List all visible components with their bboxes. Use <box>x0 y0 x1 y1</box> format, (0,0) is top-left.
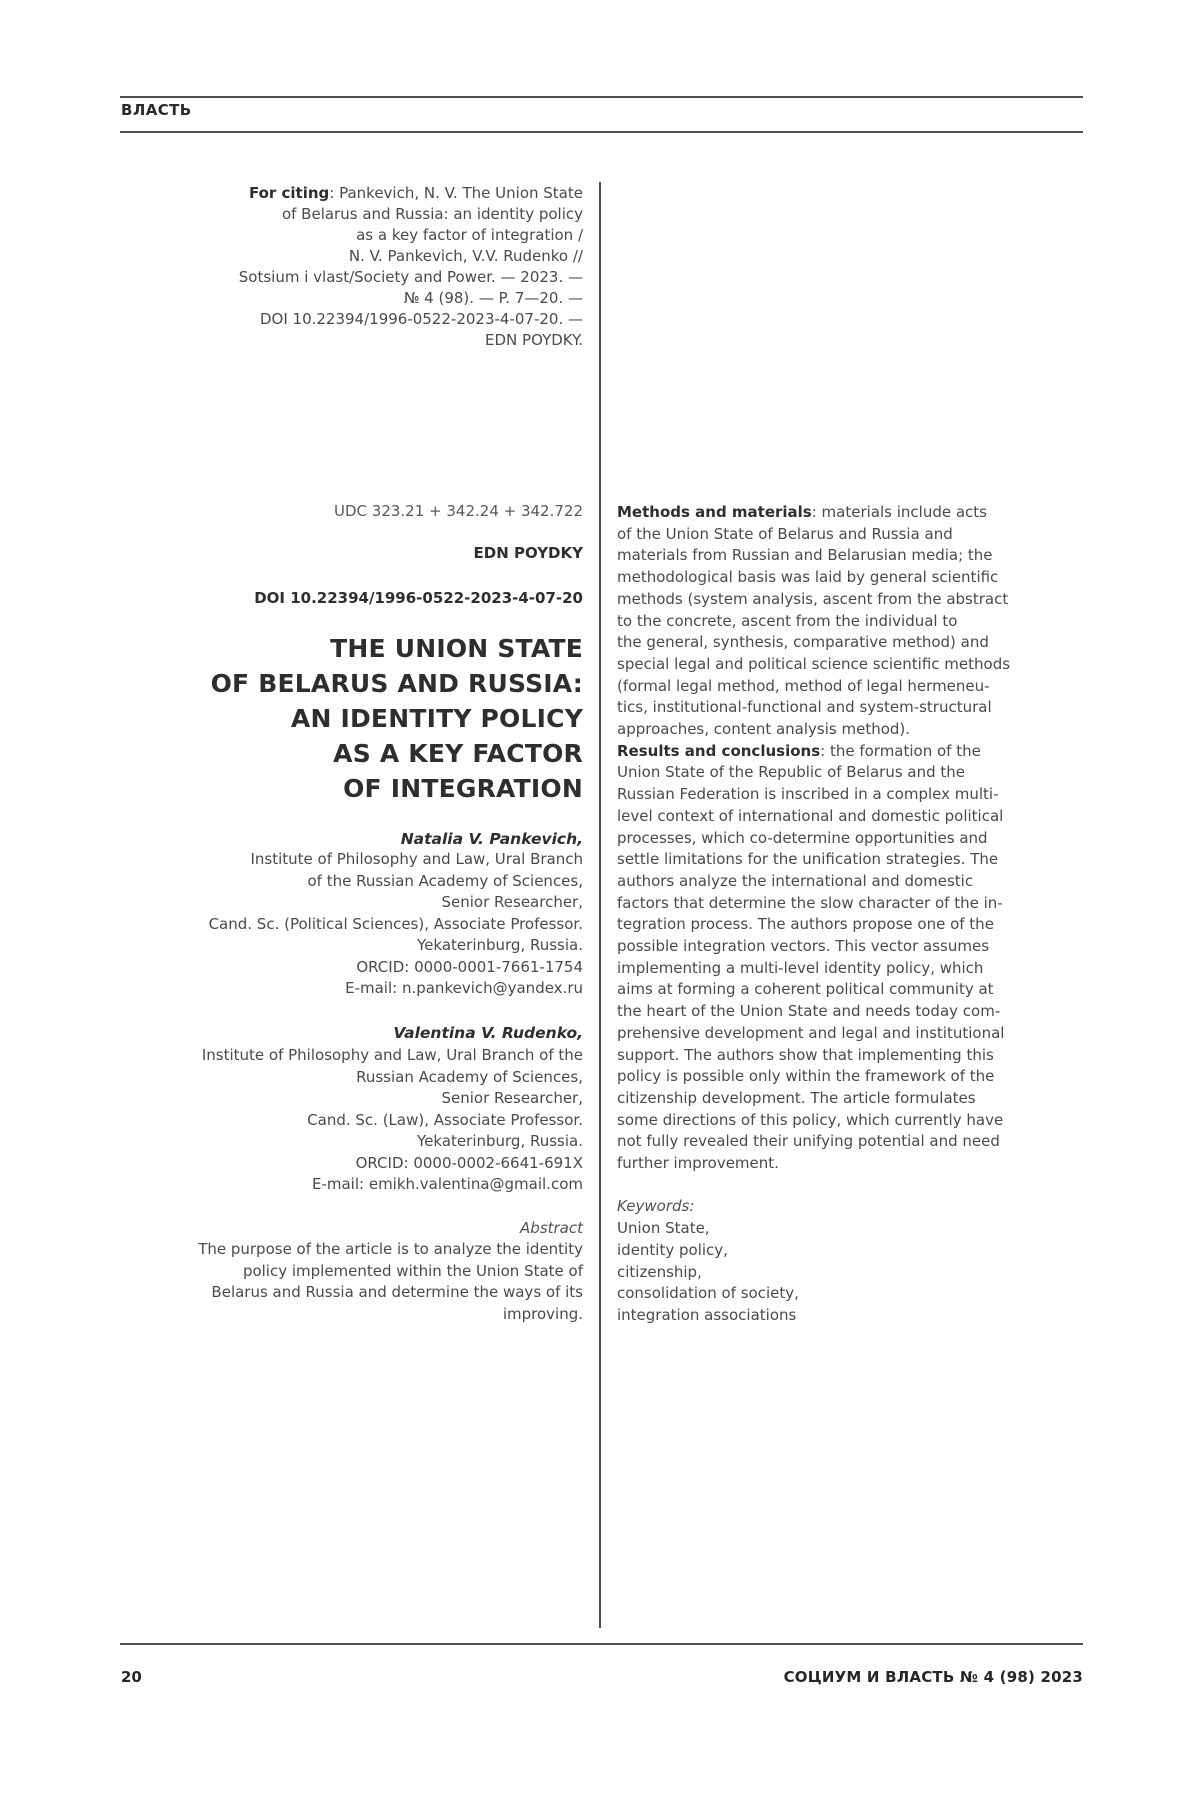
results-label: Results and conclusions <box>617 741 821 760</box>
abstract-text: The purpose of the article is to analyze the identity policy implemented within the Union State of Belarus and Russia and determine the ways of its improving. <box>198 1240 583 1323</box>
header-bottom-rule <box>120 131 1083 133</box>
article-title: THE UNION STATE OF BELARUS AND RUSSIA: AN IDENTITY POLICY AS A KEY FACTOR OF INTEGRATION <box>210 634 583 803</box>
doi-line: DOI 10.22394/1996-0522-2023-4-07-20 <box>254 589 583 607</box>
methods-text: : materials include acts of the Union State of Belarus and Russia and materials from Russian and Belarusian media; the methodological basis was laid by general scientific methods (system analysis, ascent from the abstract to the concrete, ascent from the individual to the general, synthesis, comparative method) and special legal and political science scientific methods (formal legal method, method of legal hermeneu- tics, institutional-functional and system-structural approaches, content analysis method). <box>617 503 1011 739</box>
section-header: ВЛАСТЬ <box>121 101 192 119</box>
keywords-label: Keywords: <box>617 1197 695 1216</box>
annotation-column <box>617 502 1075 1327</box>
methods-paragraph <box>617 502 1075 741</box>
abstract-label: Abstract <box>520 1219 583 1237</box>
methods-label: Methods and materials <box>617 503 812 521</box>
citation-block <box>120 183 583 351</box>
edn-line: EDN POYDKY <box>473 544 583 562</box>
author-1-affiliation: Institute of Philosophy and Law, Ural Branch of the Russian Academy of Sciences, Senior Researcher, Cand. Sc. (Political Sciences), Associate Professor. Yekaterinburg, Russia. ORCID: 0000-0001-7661-1754 E-mail: n.pankevich@yandex.ru <box>208 850 583 997</box>
footer-rule <box>120 1643 1083 1645</box>
udc-line: UDC 323.21 + 342.24 + 342.722 <box>334 502 583 520</box>
results-text: : the formation of the Union State of the Republic of Belarus and the Russian Federation is inscribed in a complex multi- level context of international and domestic political processes, which co-determine opportunities and settle limitations for the unification strategies. The authors analyze the international and domestic factors that determine the slow character of the in- tegration process. The authors propose one of the possible integration vectors. This vector assumes implementing a multi-level identity policy, which aims at forming a coherent political community at the heart of the Union State and needs today com- prehensive development and legal and institutional support. The authors show that implementing this policy is possible only within the framework of the citizenship development. The article formulates some directions of this policy, which currently have not fully revealed their unifying potential and need further improvement. <box>617 741 1005 1173</box>
keywords-block <box>617 1196 1075 1326</box>
citation-label: For citing <box>248 184 330 202</box>
journal-footer-reference: СОЦИУМ И ВЛАСТЬ № 4 (98) 2023 <box>783 1668 1083 1686</box>
author-2-affiliation: Institute of Philosophy and Law, Ural Branch of the Russian Academy of Sciences, Senior Researcher, Cand. Sc. (Law), Associate Professor. Yekaterinburg, Russia. ORCID: 0000-0002-6641-691X E-mail: emikh.valentina@gmail.com <box>201 1046 583 1193</box>
page-number: 20 <box>121 1668 142 1686</box>
column-divider <box>599 182 601 1628</box>
author-1-name: Natalia V. Pankevich, <box>400 830 583 848</box>
header-top-rule <box>120 96 1083 98</box>
citation-text: : Pankevich, N. V. The Union State of Belarus and Russia: an identity policy as a key factor of integration / N. V. Pankevich, V.V. Rudenko // Sotsium i vlast/Society and Power. — 2023. — № 4 (98). — P. 7—20. — DOI 10.22394/1996-0522-2023-4-07-20. — EDN POYDKY. <box>238 184 583 349</box>
keywords-list: Union State, identity policy, citizenship, consolidation of society, integration associations <box>617 1219 799 1324</box>
results-paragraph <box>617 741 1075 1175</box>
author-2-name: Valentina V. Rudenko, <box>393 1024 583 1042</box>
